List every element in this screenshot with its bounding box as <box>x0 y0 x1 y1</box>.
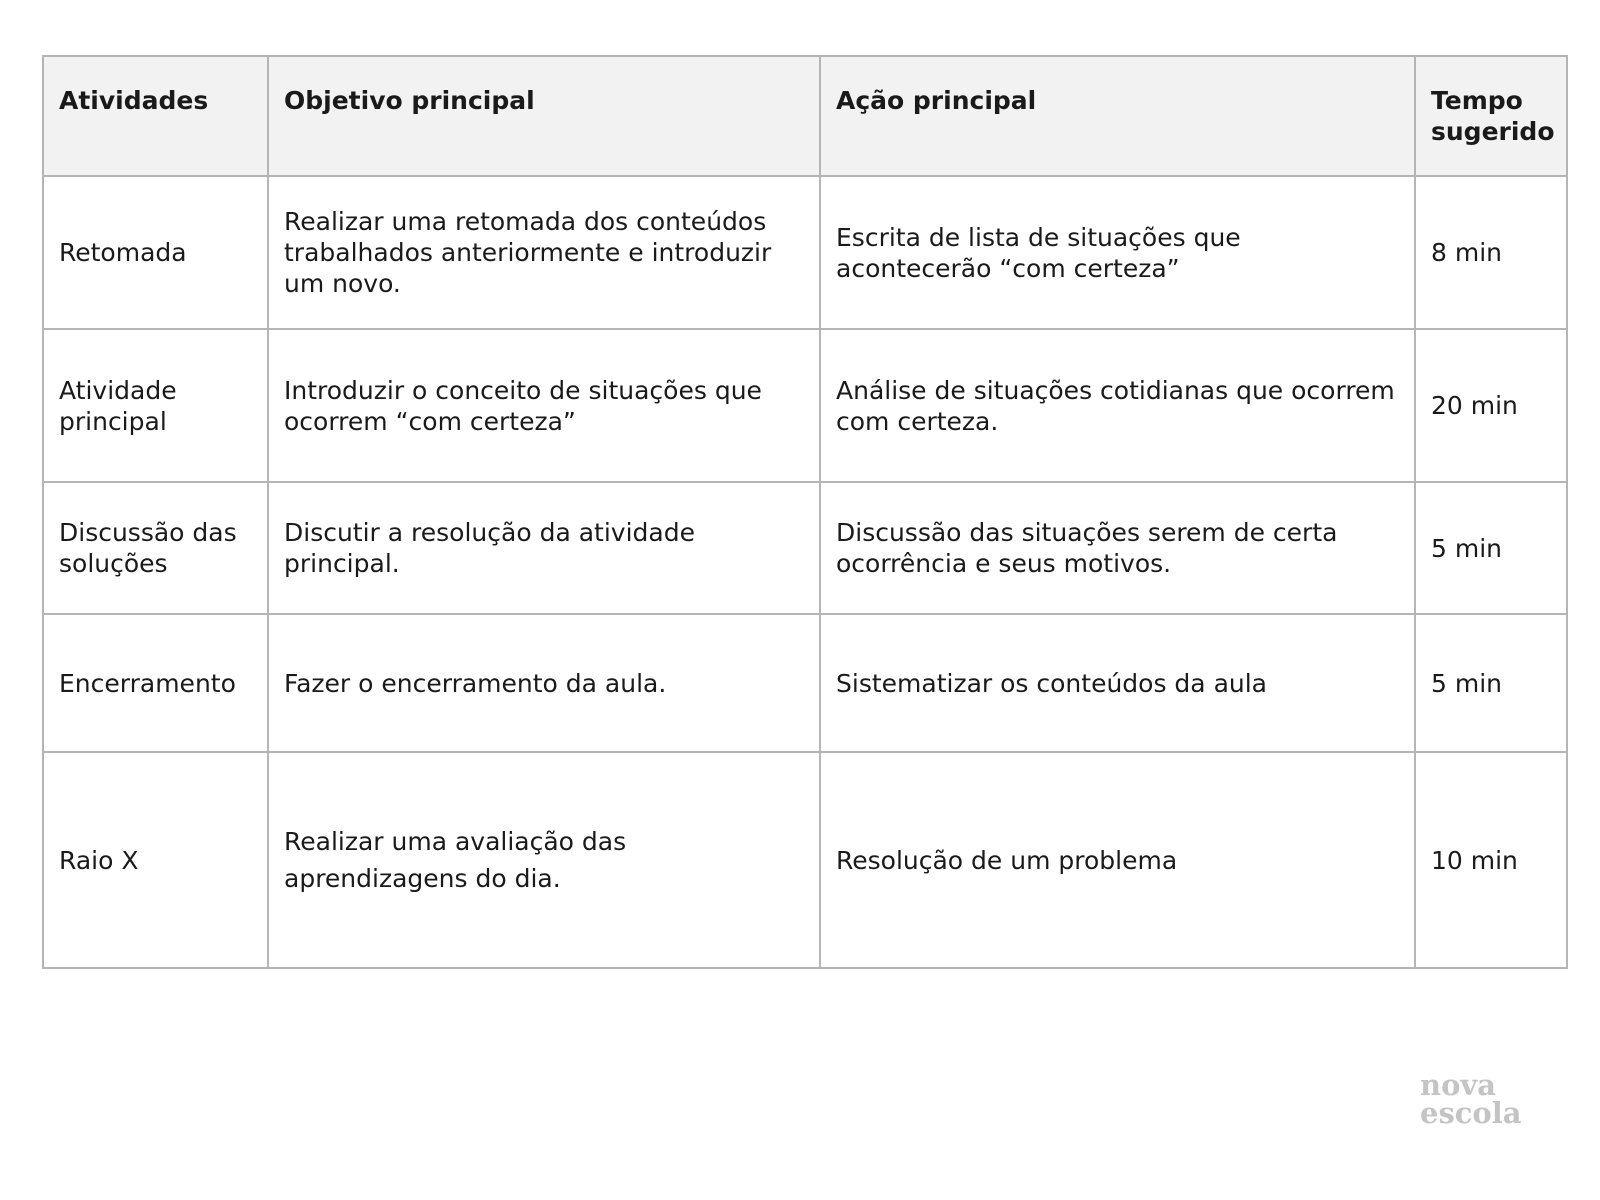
table-row <box>43 482 1567 614</box>
action-cell: Discussão das situações serem de certa ocorrência e seus motivos. <box>820 482 1415 614</box>
lesson-plan-table <box>42 55 1568 969</box>
time-cell: 5 min <box>1415 482 1567 614</box>
action-cell: Resolução de um problema <box>820 752 1415 968</box>
action-cell: Escrita de lista de situações que acontecerão “com certeza” <box>820 176 1415 329</box>
time-cell: 5 min <box>1415 614 1567 752</box>
activity-cell: Encerramento <box>43 614 268 752</box>
action-cell: Sistematizar os conteúdos da aula <box>820 614 1415 752</box>
logo-line-1: nova <box>1420 1068 1497 1102</box>
time-cell: 10 min <box>1415 752 1567 968</box>
logo-line-2: escola <box>1420 1096 1522 1126</box>
table-row <box>43 176 1567 329</box>
action-cell: Análise de situações cotidianas que ocorrem com certeza. <box>820 329 1415 482</box>
table-header-row <box>43 56 1567 176</box>
table-row <box>43 329 1567 482</box>
header-suggested-time: Tempo sugerido <box>1415 56 1567 176</box>
table-row <box>43 614 1567 752</box>
header-main-goal: Objetivo principal <box>268 56 820 176</box>
header-main-action: Ação principal <box>820 56 1415 176</box>
table-row <box>43 752 1567 968</box>
nova-escola-logo <box>1418 1068 1534 1126</box>
activity-cell: Retomada <box>43 176 268 329</box>
goal-cell: Realizar uma avaliação das aprendizagens do dia. <box>268 752 820 968</box>
header-activities: Atividades <box>43 56 268 176</box>
goal-cell: Discutir a resolução da atividade principal. <box>268 482 820 614</box>
time-cell: 20 min <box>1415 329 1567 482</box>
goal-cell: Introduzir o conceito de situações que ocorrem “com certeza” <box>268 329 820 482</box>
time-cell: 8 min <box>1415 176 1567 329</box>
activity-cell: Raio X <box>43 752 268 968</box>
goal-cell: Realizar uma retomada dos conteúdos trabalhados anteriormente e introduzir um novo. <box>268 176 820 329</box>
activity-cell: Atividade principal <box>43 329 268 482</box>
activity-cell: Discussão das soluções <box>43 482 268 614</box>
goal-cell: Fazer o encerramento da aula. <box>268 614 820 752</box>
